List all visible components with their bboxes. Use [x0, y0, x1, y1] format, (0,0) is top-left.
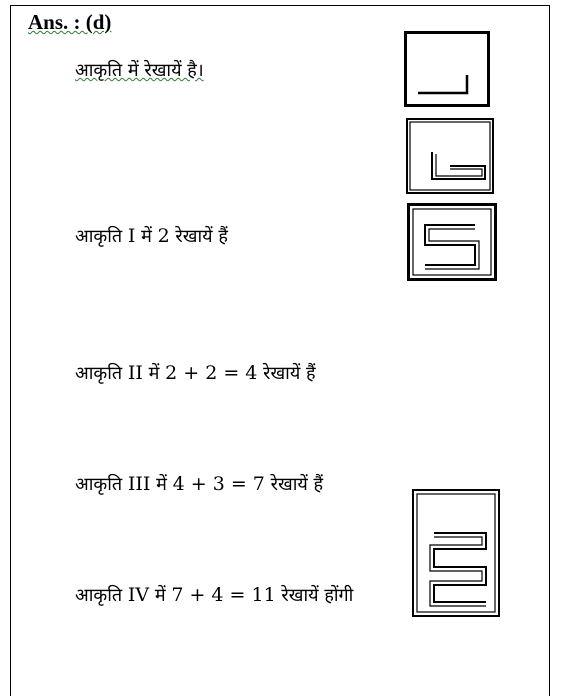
figure-3-line — [75, 472, 323, 496]
figure-2-expr: 2 + 2 = 4 — [165, 362, 258, 384]
figure-2-mid: में — [142, 363, 166, 384]
figure-4-suffix: रेखायें होंगी — [275, 585, 354, 606]
figure-3-mid: में — [150, 474, 173, 495]
figure-1-mid: में — [135, 226, 158, 247]
intro-text: आकृति में रेखायें है। — [75, 60, 204, 81]
figure-1 — [404, 31, 490, 107]
answer-label: Ans. : (d) — [28, 10, 112, 34]
figure-2-line — [75, 361, 316, 385]
intro-line — [75, 58, 204, 82]
figure-4-line — [75, 583, 353, 607]
figure-4-roman: IV — [127, 584, 150, 606]
figure-3-suffix: रेखायें हैं — [264, 474, 324, 495]
figure-4-mid: में — [149, 585, 172, 606]
figure-2-prefix: आकृति — [75, 363, 128, 384]
figure-2-suffix: रेखायें हैं — [257, 363, 316, 384]
figure-1-line — [75, 224, 228, 248]
figure-4-prefix: आकृति — [75, 585, 128, 606]
figure-1-prefix: आकृति — [75, 226, 128, 247]
figure-3-roman: III — [127, 473, 151, 495]
figure-4-expr: 7 + 4 = 11 — [171, 584, 276, 606]
figure-1-expr: 2 — [157, 225, 170, 247]
figure-3-expr: 4 + 3 = 7 — [172, 473, 265, 495]
figure-3 — [407, 203, 497, 281]
answer-heading — [28, 10, 111, 35]
figure-2 — [406, 118, 494, 194]
figure-3-prefix: आकृति — [75, 474, 128, 495]
figure-2-roman: II — [127, 362, 143, 384]
figure-4 — [412, 489, 500, 617]
figure-1-roman: I — [127, 225, 136, 247]
figure-1-suffix: रेखायें हैं — [169, 226, 228, 247]
